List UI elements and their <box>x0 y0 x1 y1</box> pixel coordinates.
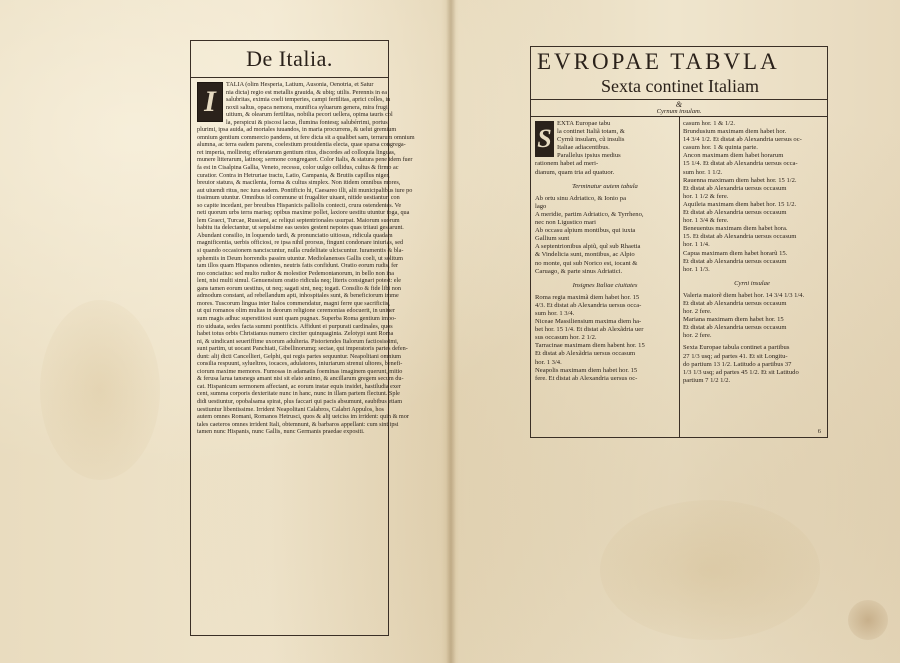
text-line: Ab occasu alpium montibus, qui iuxta <box>535 227 636 235</box>
text-line: la, perspicui & piscosi lacus, flumina fontesq; salubérrimi, portus <box>226 118 388 126</box>
civitates-text <box>535 294 675 383</box>
text-line: hor. 1 1/4. <box>683 241 710 249</box>
text-line: fere. Et distat ab Alexandria uersus oc- <box>535 374 638 382</box>
text-line: Brundusium maximam diem habet hor. <box>683 128 787 136</box>
text-line: lago <box>535 202 547 210</box>
text-line: Caruago, & parte sinus Adriatici. <box>535 267 623 275</box>
text-line: ret imperia, molliretq; efferatarum gentium ritus, discordes ad colloquia linguas, <box>197 148 396 156</box>
text-line: partium 7 1/2 1/2. <box>683 376 731 384</box>
termination-text <box>535 195 675 276</box>
cyrnum-heading: Cyrnum insulam. <box>656 108 702 115</box>
text-line: Sexta Europae tabula continet a partibus <box>683 344 790 352</box>
ampersand: & <box>675 100 683 109</box>
text-line: Ancon maximam diem habet horarum <box>683 152 784 160</box>
text-line: ni, & uindicant seueriffime uxorum adulteria. Pistoriendes Italorum factiosissimi, <box>197 337 399 345</box>
text-line: TALIA (olim Hesperia, Latium, Ausonia, Oenotria, et Satur <box>226 81 374 88</box>
text-line: alumna, ac terra eadem parens, coelestium prouidentia electa, quae sparsa congrega- <box>197 141 406 149</box>
text-line: Abundant consilio, in loquendo tardi, & pronunciatio uitiosus, ridicula quadam <box>197 231 393 239</box>
cyrni-text <box>683 292 821 341</box>
text-line: sphemiis in Deum horrendis passim utuntur. Mediolanenses Gallis coeli, ut solitum <box>197 254 403 262</box>
text-line: hor. 1 1/2 & fere. <box>683 192 729 200</box>
text-line: 1/3 1/3 usq; ad partes 45 1/2. Et sit Latitudo <box>683 368 799 376</box>
center-fold <box>446 0 456 663</box>
text-line: hor. 2 fere. <box>683 308 712 316</box>
text-line: casum hor. 1 & quinta parte. <box>683 144 758 152</box>
text-line: Et distat ab Alexandria uersus occasum <box>683 184 787 192</box>
cyrni-heading: Cyrni insulae <box>734 279 770 287</box>
de-italia-panel <box>190 40 415 636</box>
foxing-stain <box>600 500 820 640</box>
text-line: Neapolis maximam diem habet hor. 15 <box>535 366 638 374</box>
text-line: hor. 2 fere. <box>683 332 712 340</box>
right-column <box>683 120 821 435</box>
text-line: tissimum utuntur. Omnibus id commune ut frugaliter uiuant, nitide uestiantur, con <box>197 194 400 202</box>
text-line: Beneuentus maximam diem habet hora. <box>683 225 788 233</box>
text-line: la continet Italiã totam, & <box>557 128 625 136</box>
text-line: uitium, & olearum fertilitas, nobilia pecori uellera, opima tauris col <box>226 111 393 119</box>
text-line: curatior. Contra in Hetruriae tractu, Latio, Campania, & Brutiis capillus niger, <box>197 171 390 179</box>
text-line: Tarracinae maximam diem habent hor. 15 <box>535 342 645 350</box>
text-line: nia dicta) regio est metallis grauida, & ubiq; utilis. Perennis in ea <box>226 88 388 96</box>
text-line: Niceae Massiliensium maxima diem ha- <box>535 318 642 326</box>
text-line: Italiae adiacentibus. <box>557 144 610 152</box>
page-number: 6 <box>817 428 821 435</box>
text-line: Valeria maiorẽ diem habet hor. 14 3/4 1/3 1/4. <box>683 291 805 299</box>
europae-tabula-panel <box>530 46 828 438</box>
cities-text <box>683 120 821 274</box>
text-line: nec non Ligustico mari <box>535 219 596 227</box>
left-column <box>535 120 675 435</box>
text-line: lent, nisi multi simul. Genuensium oratio ridicula neq; literis consignari potest: ele <box>197 277 401 285</box>
text-line: Ab ortu sinu Adriatico, & Ionio pa <box>535 194 627 202</box>
text-line: rio uiduata, sedes facta summi pontificis. Affidunt ei purpurati cardinales, quos <box>197 322 393 330</box>
decorated-initial: I <box>197 82 223 122</box>
text-line: cat. Hispanicum sermonem affectant, ac eorum instar equis insidet, hastiludia exer <box>197 382 401 390</box>
text-line: so capite incedant, per breuibus Hispanicis palliolis contecti, crura ostendentes. Ve <box>197 201 402 209</box>
text-line: Parallelus ipsius medius <box>557 152 621 160</box>
text-line: salubritas, eximia coeli temperies, campi fertilitas, aprici colles, in <box>226 96 391 104</box>
text-line: Et distat ab Alexandria uersus occasum <box>683 257 787 265</box>
text-line: cent, summa corporis dexteritate nunc in hanc, nunc in illam partem flectunt. Sple <box>197 390 400 398</box>
text-line: EXTA Europae tabu <box>557 120 611 127</box>
text-line: dunt: alij dicti Cancellieri, Gelphi, qui regis partes sequuntur. Neapolitani omnium <box>197 352 401 360</box>
text-line: sunt partim, ut uocant Panchiati, Gibellinorumq; sectae, qui imperatoris partes defen- <box>197 345 408 353</box>
text-line: & Vindelicia sunt, montibus, ac Alpio <box>535 251 635 259</box>
text-line: Rauenna maximam diem habet hor. 15 1/2. <box>683 176 797 184</box>
text-line: Mariana maximam diem habet hor. 15 <box>683 316 784 324</box>
closing-text <box>683 344 821 384</box>
text-line: no monte, qui sub Norico est, iocant & <box>535 259 638 267</box>
text-line: Et distat ab Alexandria uersus occasum <box>683 324 787 332</box>
text-line: mores. Tuscorum lingua inter Italos commendatur, magni ferre que sacrificiis, <box>197 299 390 307</box>
text-line: munere litterarum, latinoq; sermone congregaret. Color Italis, & statura pene idem fuer <box>197 156 413 164</box>
text-line: hor. 1 3/4 & fere. <box>683 217 729 225</box>
text-line: Gallium sunt <box>535 235 570 243</box>
text-line: A meridie, partim Adriatico, & Tyrrheno, <box>535 210 644 218</box>
intro-text <box>535 120 675 177</box>
text-line: Roma regia maximã diem habet hor. 15 <box>535 293 640 301</box>
text-line: sum magis adhuc superstitiosi sunt quam pugnax. Superba Roma gentium impo- <box>197 314 397 322</box>
panel-title: EVROPAE TABVLA <box>537 49 780 74</box>
text-line: breuior statura, & macilenta, forma & cultus simplex. Non itidem omnibus mores, <box>197 179 401 187</box>
text-line: ciorum maxime memores. Fumosas in adamatis foeminas imaginem querunt, mitio <box>197 367 403 375</box>
column-divider <box>679 117 680 437</box>
text-line: Aquileia maximam diem habet hor. 15 1/2. <box>683 200 797 208</box>
text-line: Et distat ab Alexãdria uersus occasum <box>535 350 636 358</box>
text-line: bet hor. 15 1/4. Et distat ab Alexãdria uer <box>535 326 644 334</box>
panel-body-text <box>197 81 415 631</box>
text-line: uestiuntur libentissime. Irrident Neapolitani Calabros, Calabri Appulos, hos <box>197 405 384 413</box>
text-line: 14 3/4 1/2. Et distat ab Alexandria uersus oc- <box>683 136 802 144</box>
text-line: mo conciatius: sed multo rudior & molestior Pedemontanorum, in bello non ina <box>197 269 394 277</box>
text-line: 4/3. Et distat ab Alexandria uersus occa- <box>535 301 642 309</box>
text-line: dianum, quam tria ad quatuor. <box>535 168 615 176</box>
text-line: omnium gentium commercio pandens, ut fere dicta sit a qualibet sam, terrarum omnium <box>197 133 415 141</box>
text-line: Capua maximam diem habet horarũ 15. <box>683 249 788 257</box>
text-line: hor. 1 1/3. <box>683 265 710 273</box>
text-line: plurimi, ipsa auida, ad mortales iuuandos, in maria procurrens, & uelut gremium <box>197 126 397 134</box>
text-line: noxii saltus, opaca nemora, munifica syluarum genera, mira frugi, <box>226 103 390 111</box>
text-line: gans tamen eorum uestitus, ut neq; sagati sint, neq; togati. Consilio & fide libi non <box>197 284 401 292</box>
text-line: Cyrnũ insulam, cũ insulis <box>557 136 625 144</box>
text-line: A septentrionibus alpiũ, quĩ sub Rhaetia <box>535 243 641 251</box>
text-line: consilia respuunt, sylueltres, iocaces, adulatores, iniuriarum strenui ultores, benefi- <box>197 360 403 368</box>
text-line: 15 1/4. Et distat ab Alexandria uersus occa- <box>683 160 798 168</box>
foxing-stain <box>40 300 160 480</box>
civitates-heading: Insignes Italiae ciuitates <box>572 281 638 289</box>
text-line: tamen nunc Hispanis, nunc Gallis, nunc Germanis praedae expositi. <box>197 428 365 436</box>
text-line: & ferusa larua tansnegs amant nisi sit elato animo, & ancillarum gregem secum du- <box>197 375 404 383</box>
text-line: lem Graeci, Turcae, Russiani, ac reliqui septentrionales usurpat. Maiorum suorum <box>197 216 400 224</box>
text-line: habet totus orbis Christianus numero circiter quinquaginta. Zelotypi sunt Roma <box>197 330 394 338</box>
text-line: 27 1/3 usq; ad partes 41. Et sit Longitu- <box>683 352 788 360</box>
text-line: habitu ita delectantur, ut sepulsime eas uestes gestent nepotes quas tritaui gestarunt. <box>197 224 404 232</box>
text-line: aut uiuendi ritus, nec iura eadem. Pontificio hi, Caesareo illi, alii municipalibus iure po <box>197 186 413 194</box>
text-line: magnificentia, uerbis officiosi, re ipsa nihil prorsus, fingunt condonare iniurias, sed <box>197 239 404 247</box>
termination-heading: Terminatur autem tabula <box>572 182 638 190</box>
text-line: Et distat ab Alexandria uersus occasum <box>683 209 787 217</box>
text-line: rationem habet ad meri- <box>535 160 599 168</box>
text-line: hor. 1 3/4. <box>535 358 562 366</box>
text-line: admodum constant, ad rebellandum apti, inhospitales sunt, & beneficiorum imme <box>197 292 399 300</box>
panel-subtitle: Sexta continet Italiam <box>601 76 759 96</box>
text-line: tales caeteros omnes irrident Itali, obtemnunt, & barbaros appellant: cum sint ipsi <box>197 420 399 428</box>
text-line: neti quorum urbs terra marisq; opibus maxime pollet, laxiore uestitu utuntur toga, qua <box>197 209 410 217</box>
text-line: 15. Et distat ab Alexandria uersus occasum <box>683 233 797 241</box>
text-line: sum hor. 1 1/2. <box>683 168 723 176</box>
foxing-stain <box>848 600 888 640</box>
panel-heading: De Italia. <box>191 41 388 78</box>
text-line: sus occasum hor. 2 1/2. <box>535 334 597 342</box>
text-line: tam illos quam Hispanos odientes, neutris fatis confidunt. Oratio eorum rudis, fer <box>197 262 399 270</box>
text-line: Et distat ab Alexandria uersus occasum <box>683 299 787 307</box>
text-line: do partium 13 1/2. Latitudo a partibus 37 <box>683 360 792 368</box>
text-line: sum hor. 1 3/4. <box>535 309 575 317</box>
text-line: casum hor. 1 & 1/2. <box>683 120 736 127</box>
decorated-initial: S <box>535 121 554 157</box>
text-line: didi uestiuntur, opobalsama spirat, plus faccari qui pacis absumunt, eaubibus etiam <box>197 397 403 405</box>
text-line: si quando occasionem nanciscuntur, nulla crudelitate ulciscuntur. Iuramentis & bla- <box>197 247 404 255</box>
body-lines <box>197 81 415 436</box>
text-line: autem omnes Romani, Romanos Hetrusci, quos & alij ueiciss im irrident: quin & mor <box>197 413 409 421</box>
text-line: fa est in Cisalpina Gallia, Veneto, recessu, color uulgo cellidus, cultus & firmo ac <box>197 164 399 172</box>
text-line: ut qui romanos olim multas in deorum religione ceremonias edocuerit, in uniuer <box>197 307 395 315</box>
